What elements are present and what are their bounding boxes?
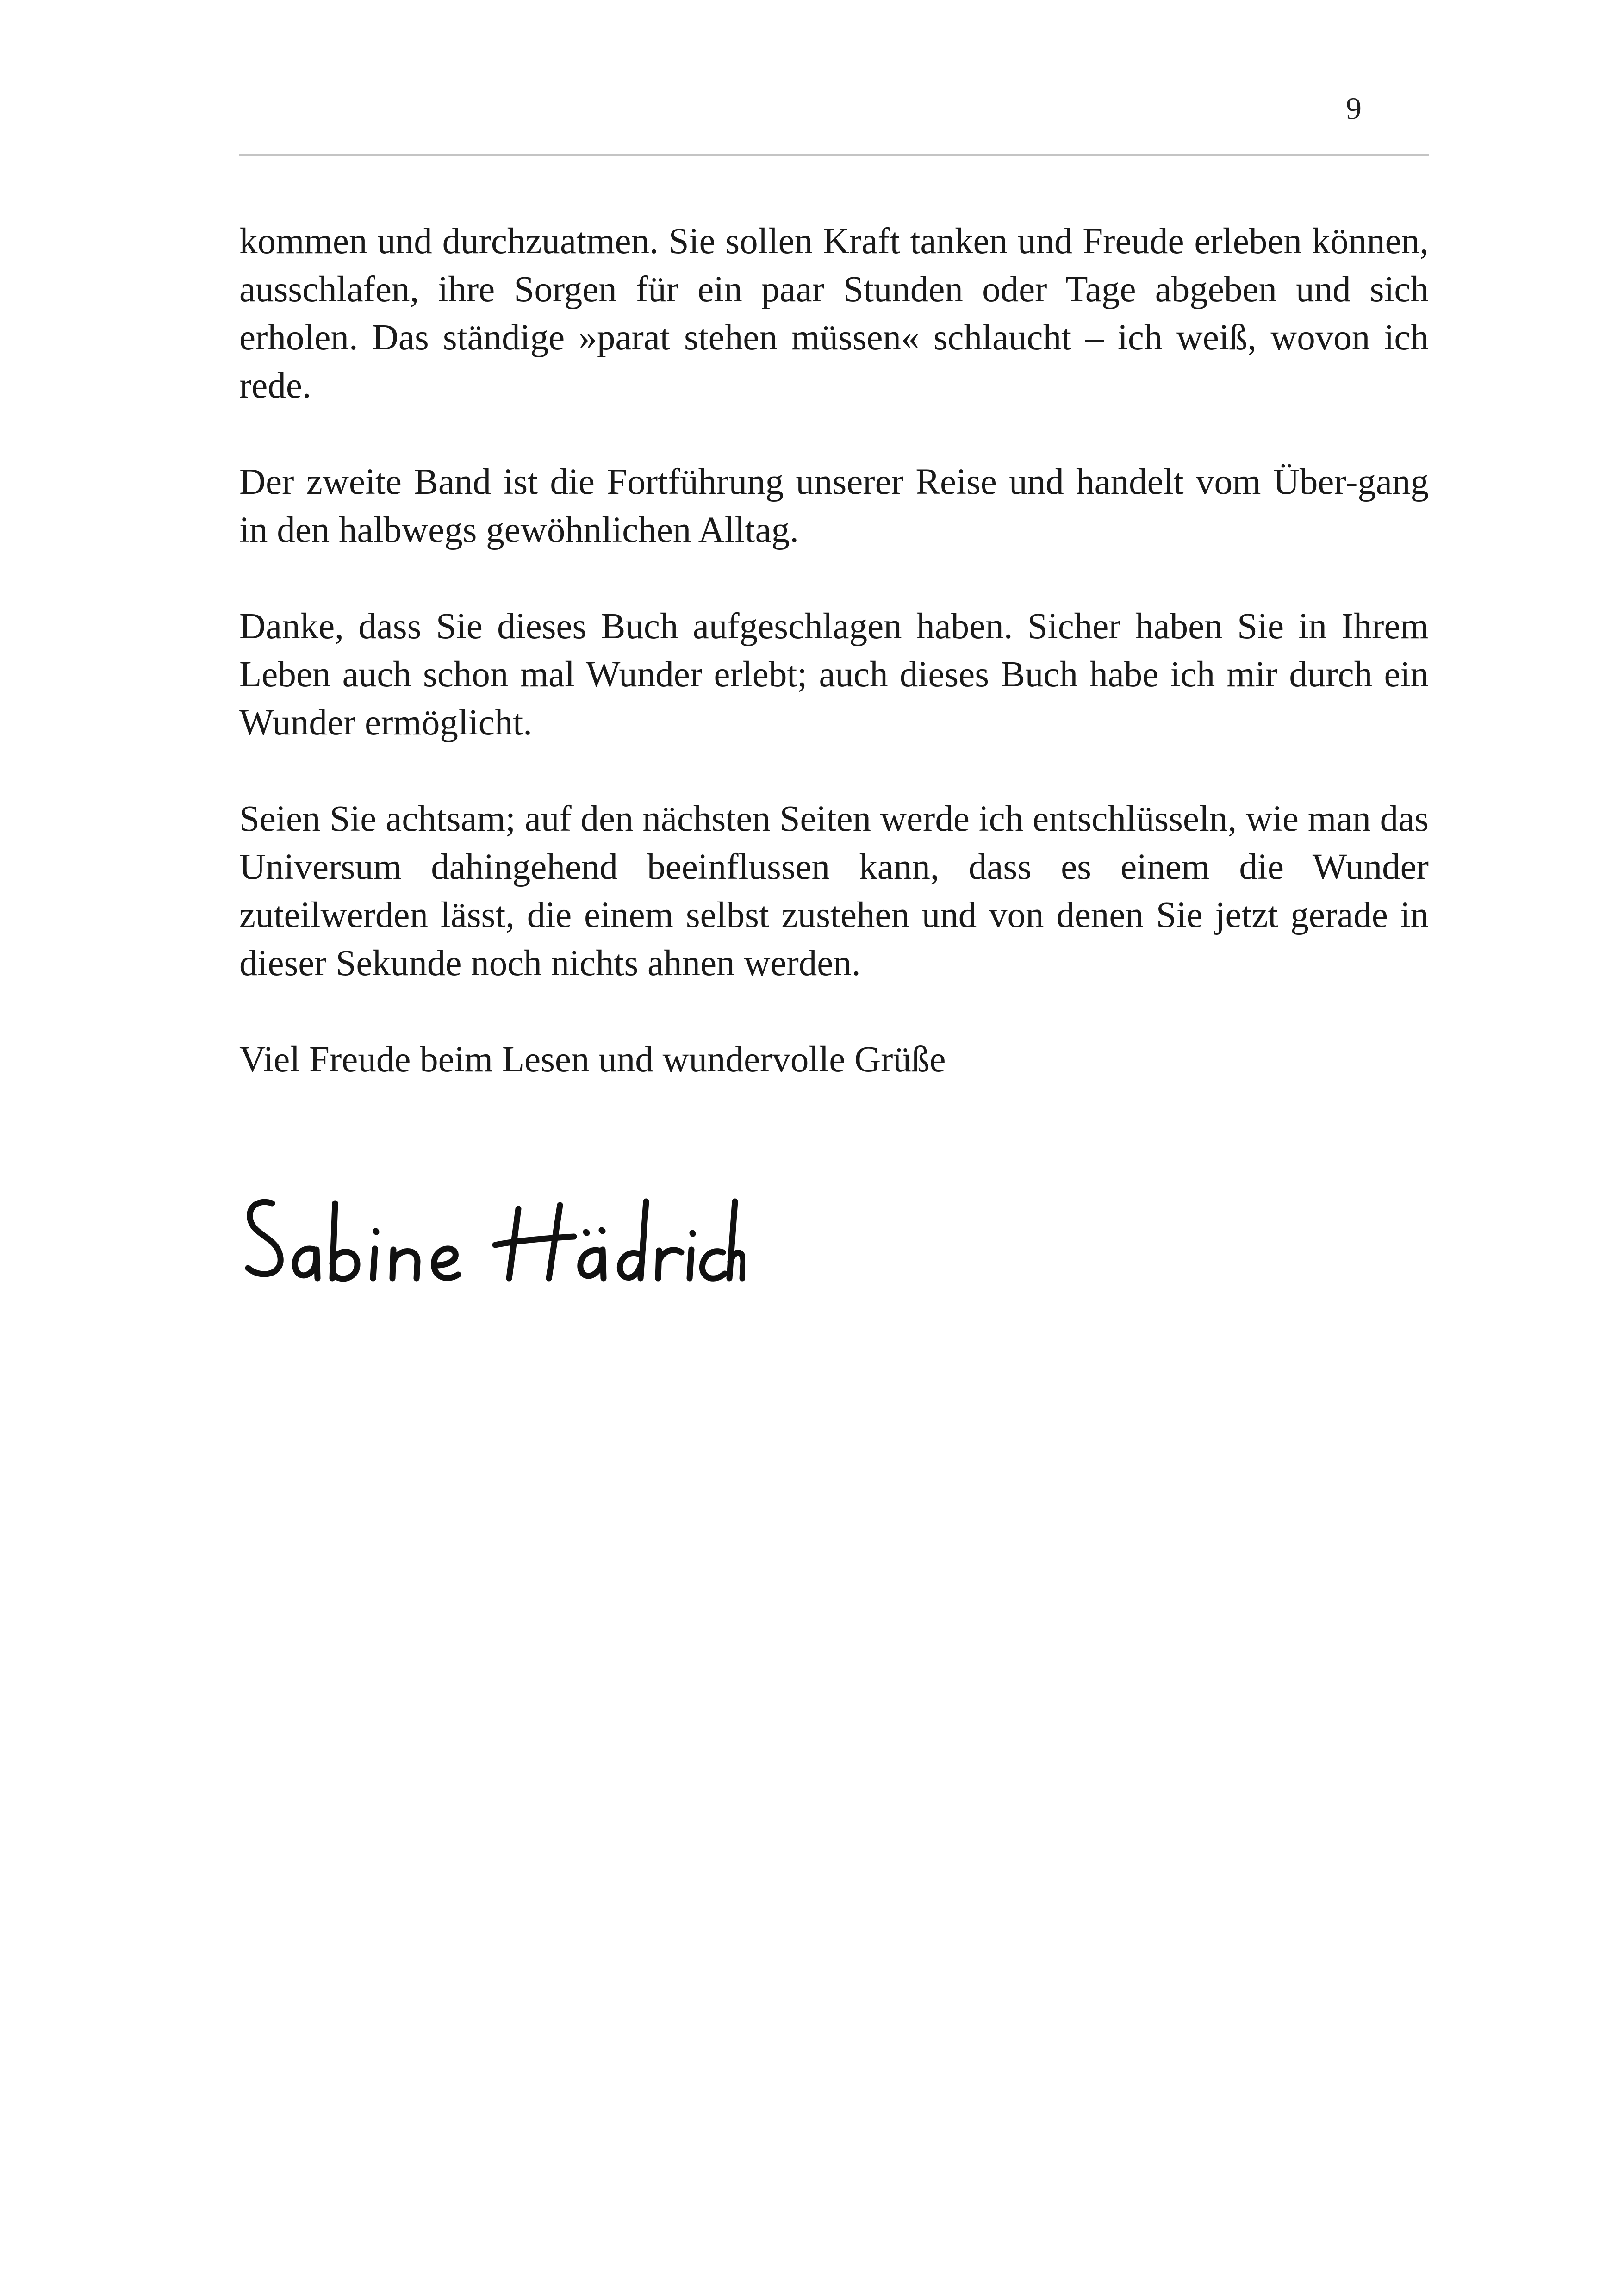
paragraph-1: kommen und durchzuatmen. Sie sollen Kraft tanken und Freude erleben können, ausschlafen, ihre Sorgen für ein paar Stunden oder Tage abgeben und sich erholen. Das ständige »parat stehen müssen« schlaucht – ich weiß, wovon ich rede. — [239, 221, 1429, 406]
closing-line: Viel Freude beim Lesen und wundervolle Grüße — [239, 1039, 946, 1080]
page-number: 9 — [1346, 91, 1362, 126]
body-text — [239, 218, 1429, 1132]
handwritten-signature — [236, 1176, 745, 1296]
header-rule — [239, 154, 1429, 156]
paragraph-2: Der zweite Band ist die Fortführung unserer Reise und handelt vom Über-gang in den halbwegs gewöhnlichen Alltag. — [239, 462, 1429, 550]
paragraph-4: Seien Sie achtsam; auf den nächsten Seiten werde ich entschlüsseln, wie man das Universum dahingehend beeinflussen kann, dass es einem die Wunder zuteilwerden lässt, die einem selbst zustehen und von denen Sie jetzt gerade in dieser Sekunde noch nichts ahnen werden. — [239, 799, 1429, 983]
paragraph-3: Danke, dass Sie dieses Buch aufgeschlagen haben. Sicher haben Sie in Ihrem Leben auch schon mal Wunder erlebt; auch dieses Buch habe ich mir durch ein Wunder ermöglicht. — [239, 606, 1429, 743]
